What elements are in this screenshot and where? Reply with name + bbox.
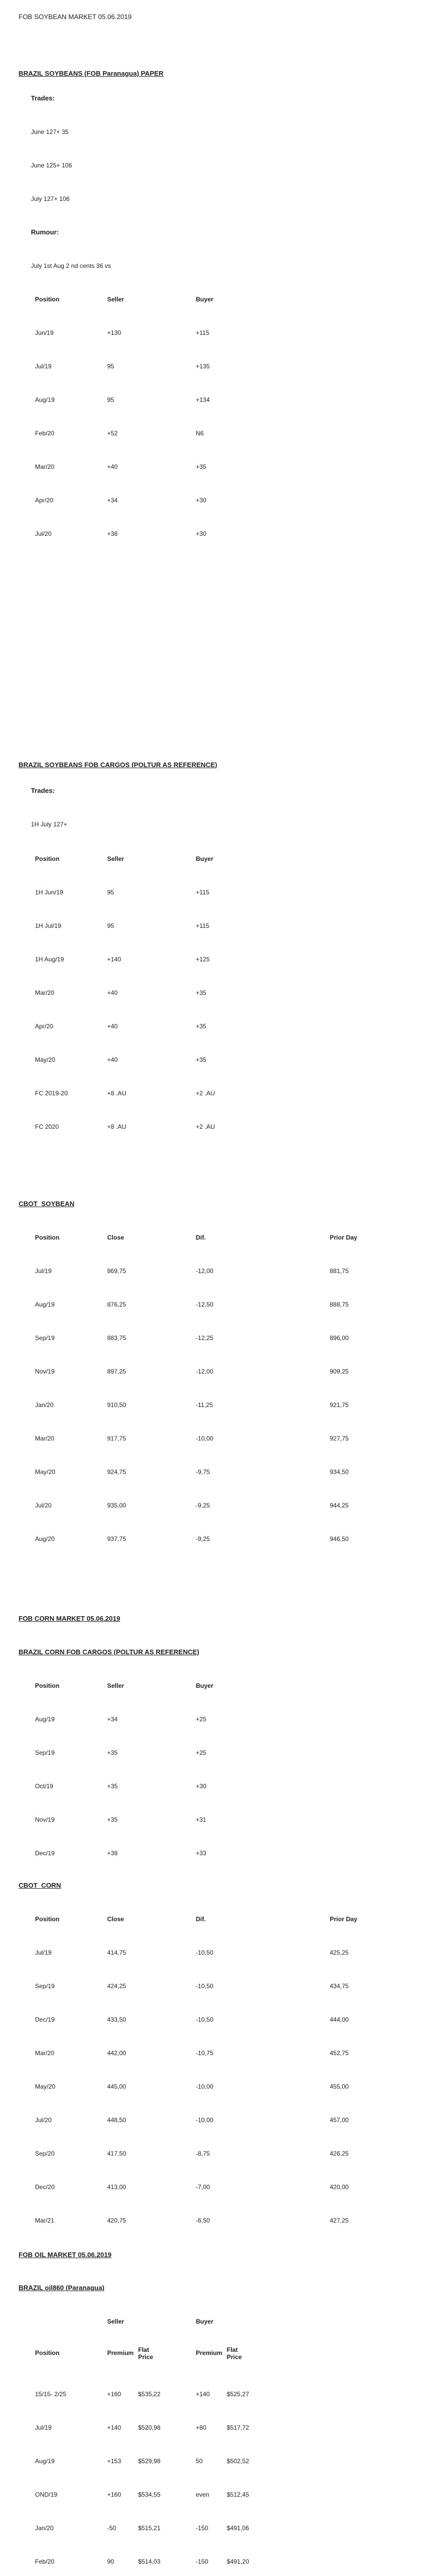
table-row-position: Aug/20 (35, 1535, 55, 1543)
table-cell: +115 (196, 922, 210, 929)
table-cell: $520,98 (138, 2424, 161, 2431)
table-row-position: Aug/19 (35, 2458, 55, 2465)
table-cell: +153 (107, 2458, 122, 2465)
table-cell: -10,50 (196, 2016, 214, 2023)
table-cell: +33 (196, 1850, 207, 1857)
table-cell: N6 (196, 430, 204, 437)
table-cell: 917,75 (107, 1435, 126, 1442)
table-cell: $491,20 (227, 2558, 249, 2565)
table-cell: -9,25 (196, 1502, 210, 1509)
table-cell: 434,75 (330, 1982, 349, 1990)
table-row-position: Oct/19 (35, 1783, 54, 1790)
table-cell: +8 .AU (107, 1123, 127, 1130)
table-cell: -10,50 (196, 1982, 214, 1990)
table-cell: -150 (196, 2558, 209, 2565)
table-cell: +31 (196, 1816, 207, 1823)
table-row-position: Feb/20 (35, 430, 55, 437)
table-cell: +40 (107, 463, 118, 470)
table-cell: +35 (196, 463, 207, 470)
column-header: Close (107, 1234, 124, 1241)
section-title: CBOT_CORN (19, 1882, 61, 1889)
table-cell: +2 .AU (196, 1090, 215, 1097)
section-title: BRAZIL oil860 (Paranagua) (19, 2284, 105, 2292)
table-cell: -9,25 (196, 1535, 210, 1543)
table-cell: 457,00 (330, 2116, 349, 2124)
table-cell: +35 (196, 989, 207, 996)
table-cell: +34 (107, 497, 118, 504)
table-cell: -6,50 (196, 2217, 210, 2224)
table-row-position: Nov/19 (35, 1816, 55, 1823)
table-cell: +40 (107, 989, 118, 996)
table-cell: +140 (196, 2391, 210, 2398)
section-title: BRAZIL SOYBEANS (FOB Paranagua) PAPER (19, 70, 164, 77)
table-cell: +125 (196, 956, 210, 963)
table-cell: -150 (196, 2524, 209, 2532)
section-title: CBOT_SOYBEAN (19, 1200, 75, 1208)
column-header: Buyer (196, 296, 214, 303)
column-header: Seller (107, 855, 124, 862)
table-cell: +40 (107, 1056, 118, 1063)
table-cell: +140 (107, 956, 122, 963)
table-cell: +30 (196, 530, 207, 537)
table-cell: $512,45 (227, 2491, 249, 2498)
table-cell: 95 (107, 889, 114, 896)
table-row-position: Jan/20 (35, 2524, 54, 2532)
column-header: Position (35, 2349, 60, 2357)
table-cell: +160 (107, 2391, 122, 2398)
table-cell: 444,00 (330, 2016, 349, 2023)
table-row-position: Jan/20 (35, 1401, 54, 1409)
table-cell: 424,25 (107, 1982, 126, 1990)
table-cell: 95 (107, 396, 114, 403)
trade-item: July 127+ 106 (31, 195, 70, 202)
table-cell: 95 (107, 363, 114, 370)
table-cell: +160 (107, 2491, 122, 2498)
table-row-position: Sep/20 (35, 2150, 55, 2157)
table-cell: +30 (196, 1783, 207, 1790)
table-cell: 937,75 (107, 1535, 126, 1543)
column-header: Premium (196, 2349, 223, 2357)
table-row-position: Mar/20 (35, 989, 55, 996)
table-cell: 417,50 (107, 2150, 126, 2157)
table-cell: +134 (196, 396, 210, 403)
table-cell: $529,98 (138, 2458, 161, 2465)
table-cell: -10,00 (196, 2083, 214, 2090)
table-cell: +35 (196, 1023, 207, 1030)
table-cell: 896,00 (330, 1334, 349, 1342)
table-cell: $515,21 (138, 2524, 161, 2532)
table-cell: +25 (196, 1716, 207, 1723)
table-cell: +8 .AU (107, 1090, 127, 1097)
column-header: Position (35, 1916, 60, 1923)
table-row-position: Jul/19 (35, 1267, 52, 1275)
table-row-position: May/20 (35, 1056, 56, 1063)
table-row-position: Aug/19 (35, 1716, 55, 1723)
column-header: Position (35, 296, 60, 303)
table-row-position: Dec/20 (35, 2183, 55, 2191)
table-row-position: Mar/20 (35, 2049, 55, 2057)
column-header: Prior Day (330, 1916, 358, 1923)
table-cell: $535,22 (138, 2391, 161, 2398)
table-cell: +35 (196, 1056, 207, 1063)
table-cell: -10,75 (196, 2049, 214, 2057)
table-row-position: Sep/19 (35, 1334, 55, 1342)
section-title: BRAZIL SOYBEANS FOB CARGOS (POLTUR AS REFERENCE) (19, 761, 217, 769)
column-header: Seller (107, 296, 124, 303)
table-cell: -11,25 (196, 1401, 213, 1409)
table-cell: +140 (107, 2424, 122, 2431)
table-row-position: Mar/21 (35, 2217, 55, 2224)
table-row-position: Feb/20 (35, 2558, 55, 2565)
table-row-position: Aug/19 (35, 396, 55, 403)
trade-item: 1H July 127+ (31, 821, 67, 828)
column-header: Buyer (196, 1682, 214, 1689)
trade-item: June 127+ 35 (31, 128, 69, 135)
table-row-position: Jul/20 (35, 1502, 52, 1509)
table-cell: +2 .AU (196, 1123, 215, 1130)
table-cell: 946,50 (330, 1535, 349, 1543)
table-row-position: Sep/19 (35, 1982, 55, 1990)
table-row-position: Mar/20 (35, 1435, 55, 1442)
table-cell: -12,00 (196, 1267, 214, 1275)
table-cell: +52 (107, 430, 118, 437)
column-header: Position (35, 855, 60, 862)
table-cell: 897,25 (107, 1368, 126, 1375)
table-cell: +35 (107, 1783, 118, 1790)
table-cell: 910,50 (107, 1401, 126, 1409)
table-cell: 420,75 (107, 2217, 126, 2224)
table-cell: -50 (107, 2524, 116, 2532)
table-row-position: Jun/19 (35, 329, 54, 336)
table-cell: 433,50 (107, 2016, 126, 2023)
table-cell: +80 (196, 2424, 207, 2431)
table-row-position: Jul/20 (35, 2116, 52, 2124)
table-row-position: 1H Jul/19 (35, 922, 61, 929)
table-cell: +115 (196, 889, 210, 896)
table-cell: $502,52 (227, 2458, 249, 2465)
table-cell: -10,00 (196, 2116, 214, 2124)
table-cell: even (196, 2491, 210, 2498)
table-cell: -12,00 (196, 1368, 214, 1375)
table-cell: -12,25 (196, 1334, 214, 1342)
table-cell: 414,75 (107, 1949, 126, 1956)
table-cell: 425,25 (330, 1949, 349, 1956)
trades-label: Trades: (31, 787, 55, 794)
table-row-position: Sep/19 (35, 1749, 55, 1756)
table-cell: 426,25 (330, 2150, 349, 2157)
table-cell: $517,72 (227, 2424, 249, 2431)
table-cell: 876,25 (107, 1301, 126, 1308)
table-row-position: May/20 (35, 2083, 56, 2090)
table-cell: $514,03 (138, 2558, 161, 2565)
table-cell: +25 (196, 1749, 207, 1756)
group-label-seller: Seller (107, 2318, 124, 2325)
table-cell: -10,50 (196, 1949, 214, 1956)
table-cell: $491,06 (227, 2524, 249, 2532)
table-cell: $534,55 (138, 2491, 161, 2498)
table-cell: -7,00 (196, 2183, 210, 2191)
table-row-position: 1H Jun/19 (35, 889, 63, 896)
table-cell: +115 (196, 329, 210, 336)
column-header: Seller (107, 1682, 124, 1689)
table-cell: 888,75 (330, 1301, 349, 1308)
column-header: Prior Day (330, 1234, 358, 1241)
table-cell: 442,00 (107, 2049, 126, 2057)
table-cell: 883,75 (107, 1334, 126, 1342)
table-cell: 95 (107, 922, 114, 929)
table-cell: 420,00 (330, 2183, 349, 2191)
table-cell: 427,25 (330, 2217, 349, 2224)
section-title: FOB CORN MARKET 05.06.2019 (19, 1615, 121, 1622)
table-cell: +40 (107, 1023, 118, 1030)
table-cell: $525,27 (227, 2391, 249, 2398)
table-row-position: Aug/19 (35, 1301, 55, 1308)
table-cell: 452,75 (330, 2049, 349, 2057)
table-cell: 924,75 (107, 1468, 126, 1476)
section-title: BRAZIL CORN FOB CARGOS (POLTUR AS REFERENCE) (19, 1648, 199, 1656)
section-title: FOB OIL MARKET 05.06.2019 (19, 2251, 112, 2259)
table-cell: 935,00 (107, 1502, 126, 1509)
group-label-buyer: Buyer (196, 2318, 214, 2325)
table-row-position: Jul/20 (35, 530, 52, 537)
table-cell: 921,75 (330, 1401, 349, 1409)
column-header: Dif. (196, 1234, 206, 1241)
table-row-position: Jul/19 (35, 1949, 52, 1956)
table-row-position: 1H Aug/19 (35, 956, 64, 963)
table-row-position: Apr/20 (35, 497, 54, 504)
table-row-position: OND/19 (35, 2491, 58, 2498)
document-title: FOB SOYBEAN MARKET 05.06.2019 (19, 13, 132, 21)
column-header: Buyer (196, 855, 214, 862)
column-header: Flat Price (227, 2346, 242, 2361)
table-cell: 881,75 (330, 1267, 349, 1275)
table-cell: +130 (107, 329, 122, 336)
table-cell: 455,00 (330, 2083, 349, 2090)
table-cell: 413,00 (107, 2183, 126, 2191)
table-row-position: May/20 (35, 1468, 56, 1476)
table-cell: +38 (107, 1850, 118, 1857)
table-cell: 909,25 (330, 1368, 349, 1375)
table-row-position: 15/15- 2/25 (35, 2391, 66, 2398)
table-row-position: Dec/19 (35, 2016, 55, 2023)
table-cell: -12,50 (196, 1301, 214, 1308)
table-cell: 934,50 (330, 1468, 349, 1476)
table-row-position: Jul/19 (35, 363, 52, 370)
rumour-item: July 1st Aug 2 nd cents 36 vs (31, 262, 111, 269)
table-row-position: Dec/19 (35, 1850, 55, 1857)
table-cell: 50 (196, 2458, 203, 2465)
table-cell: +30 (196, 497, 207, 504)
table-cell: -9,75 (196, 1468, 210, 1476)
table-cell: 90 (107, 2558, 114, 2565)
table-row-position: Mar/20 (35, 463, 55, 470)
column-header: Close (107, 1916, 124, 1923)
table-cell: +35 (107, 1816, 118, 1823)
table-cell: +135 (196, 363, 210, 370)
table-row-position: Jul/19 (35, 2424, 52, 2431)
rumour-label: Rumour: (31, 228, 59, 236)
table-cell: +35 (107, 1749, 118, 1756)
table-row-position: FC 2019-20 (35, 1090, 68, 1097)
table-row-position: Apr/20 (35, 1023, 54, 1030)
column-header: Premium (107, 2349, 134, 2357)
table-cell: 869,75 (107, 1267, 126, 1275)
column-header: Flat Price (138, 2346, 154, 2361)
table-cell: -10,00 (196, 1435, 214, 1442)
table-row-position: FC 2020 (35, 1123, 59, 1130)
table-cell: 927,75 (330, 1435, 349, 1442)
table-cell: 448,50 (107, 2116, 126, 2124)
column-header: Position (35, 1234, 60, 1241)
trade-item: June 125+ 106 (31, 162, 72, 169)
table-cell: -8,75 (196, 2150, 210, 2157)
trades-label: Trades: (31, 94, 55, 102)
table-cell: +34 (107, 1716, 118, 1723)
table-cell: 445,00 (107, 2083, 126, 2090)
column-header: Position (35, 1682, 60, 1689)
table-row-position: Nov/19 (35, 1368, 55, 1375)
table-cell: 944,25 (330, 1502, 349, 1509)
column-header: Dif. (196, 1916, 206, 1923)
table-cell: +38 (107, 530, 118, 537)
